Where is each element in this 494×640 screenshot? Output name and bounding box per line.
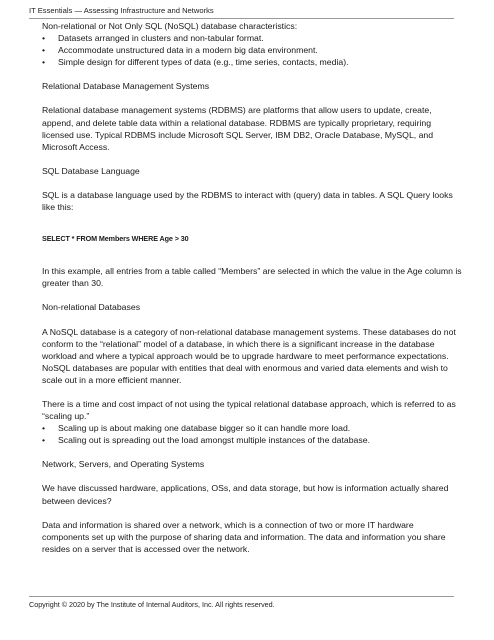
list-item: • Simple design for different types of data (e.g., time series, contacts, media). xyxy=(42,56,462,68)
list-item: • Accommodate unstructured data in a modern big data environment. xyxy=(42,44,462,56)
network-paragraph-2: Data and information is shared over a network, which is a connection of two or more IT hardware components set up with the purpose of sharing data and information. The data and information you share resides on a server that is accessed over the network. xyxy=(42,519,446,554)
sql-query-example: SELECT * FROM Members WHERE Age > 30 xyxy=(42,234,189,244)
network-paragraph-1: We have discussed hardware, applications, OSs, and data storage, but how is information actually shared between devices? xyxy=(42,483,449,506)
rdbms-heading: Relational Database Management Systems xyxy=(42,81,210,92)
nonrelational-heading: Non-relational Databases xyxy=(42,302,141,313)
scaling-paragraph: There is a time and cost impact of not using the typical relational database approach, which is referred to as “scaling up.” xyxy=(42,398,456,422)
nosql-characteristics-list xyxy=(42,32,462,68)
page-body xyxy=(42,20,462,555)
network-heading: Network, Servers, and Operating Systems xyxy=(42,459,205,470)
running-header: IT Essentials — Assessing Infrastructure and Networks xyxy=(29,6,214,15)
list-item: • Scaling out is spreading out the load amongst multiple instances of the database. xyxy=(42,434,462,446)
sql-paragraph: SQL is a database language used by the RDBMS to interact with (query) data in tables. A SQL Query looks like this: xyxy=(42,189,453,213)
nonrelational-paragraph: A NoSQL database is a category of non-relational database management systems. These databases do not conform to the “relational” model of a database, in which there is a significant increase in the database workload and where a typical approach would be to upgrade hardware to meet performance expectations. NoSQL databases are popular with entities that deal with enormous and varied data elements and wish to scale out in a more efficient manner. xyxy=(42,326,456,385)
list-item: • Datasets arranged in clusters and non-tabular format. xyxy=(42,32,462,44)
list-item: • Scaling up is about making one database bigger so it can handle more load. xyxy=(42,422,462,434)
footer-divider xyxy=(29,596,454,597)
sql-example-explanation: In this example, all entries from a table called “Members” are selected in which the value in the Age column is greater than 30. xyxy=(42,266,462,289)
header-divider xyxy=(29,18,454,19)
nosql-lead: Non-relational or Not Only SQL (NoSQL) database characteristics: xyxy=(42,21,298,31)
sql-heading: SQL Database Language xyxy=(42,165,140,176)
copyright-footer: Copyright © 2020 by The Institute of Internal Auditors, Inc. All rights reserved. xyxy=(29,600,275,609)
scaling-list xyxy=(42,422,462,446)
rdbms-paragraph: Relational database management systems (RDBMS) are platforms that allow users to update, create, append, and delete table data within a relational database. RDBMS are typically proprietary, requiring licensed use. Typical RDBMS include Microsoft SQL Server, IBM DB2, Oracle Database, MySQL, and Microsoft Access. xyxy=(42,105,434,152)
